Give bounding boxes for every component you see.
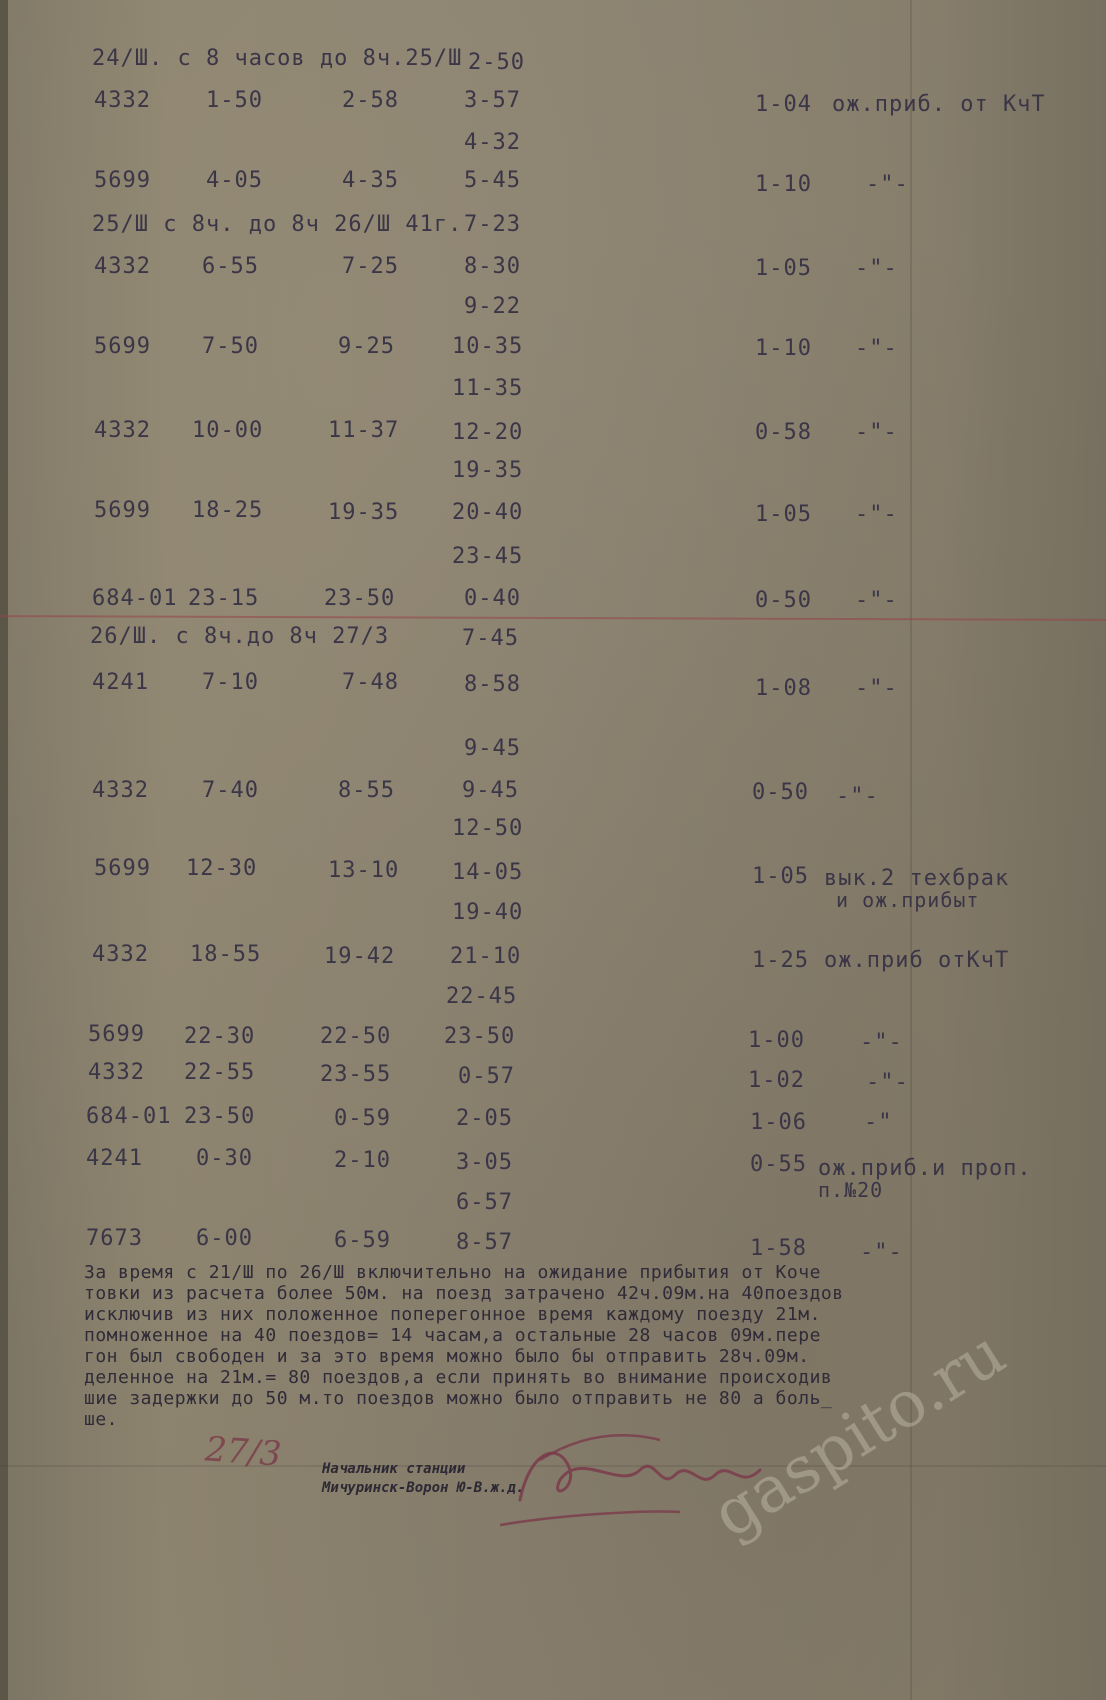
row-wait: 1-02 (748, 1068, 805, 1093)
summary-line: исключив из них положенное поперегонное время каждому поезду 21м. (84, 1304, 821, 1325)
row-time-1: 0-30 (196, 1146, 253, 1171)
row-note: -"- (855, 336, 898, 361)
row-wait: 1-08 (755, 676, 812, 701)
row-wait: 0-55 (750, 1152, 807, 1177)
row-time-3: 20-40 (452, 500, 524, 525)
row-time-1: 12-30 (186, 856, 258, 881)
row-time-3b: 22-45 (446, 984, 518, 1009)
row-time-3b: 11-35 (452, 376, 524, 401)
row-note: -"- (866, 1070, 909, 1095)
row-train: 4332 (88, 1060, 145, 1085)
period-header-3: 26/Ш. с 8ч.до 8ч 27/3 (90, 624, 390, 649)
row-note: вык.2 техбрак (824, 866, 1010, 891)
row-time-2: 19-35 (328, 500, 400, 525)
row-time-3: 8-30 (464, 254, 521, 279)
row-time-1: 23-15 (188, 586, 260, 611)
row-note-continuation: п.№20 (818, 1178, 884, 1202)
row-train: 5699 (94, 334, 151, 359)
row-train: 4332 (92, 942, 149, 967)
row-time-3: 0-57 (458, 1064, 515, 1089)
row-wait: 1-58 (750, 1236, 807, 1261)
row-wait: 1-25 (752, 948, 809, 973)
row-time-1: 22-30 (184, 1024, 256, 1049)
stamp-line-2: Мичуринск-Ворон Ю-В.ж.д. (322, 1480, 525, 1496)
row-train: 7673 (86, 1226, 143, 1251)
row-time-3: 0-40 (464, 586, 521, 611)
row-note: -"- (855, 502, 898, 527)
row-wait: 1-00 (748, 1028, 805, 1053)
row-train: 5699 (94, 856, 151, 881)
row-wait: 1-04 (755, 92, 812, 117)
row-time-2: 8-55 (338, 778, 395, 803)
row-time-2: 13-10 (328, 858, 400, 883)
row-wait: 1-05 (755, 256, 812, 281)
row-time-2: 7-25 (342, 254, 399, 279)
row-wait: 1-05 (752, 864, 809, 889)
summary-line: товки из расчета более 50м. на поезд затрачено 42ч.09м.на 40поездов (84, 1283, 844, 1304)
row-time-3b: 9-22 (464, 294, 521, 319)
row-time-3: 14-05 (452, 860, 524, 885)
summary-line: помноженное на 40 поездов= 14 часам,а остальные 28 часов 09м.пере (84, 1325, 821, 1346)
row-time-3b: 19-35 (452, 458, 524, 483)
row-time-3: 2-05 (456, 1106, 513, 1131)
row-time-3: 23-50 (444, 1024, 516, 1049)
row-wait: 1-10 (755, 172, 812, 197)
row-time-1: 7-50 (202, 334, 259, 359)
row-time-3b: 6-57 (456, 1190, 513, 1215)
row-time-1: 18-55 (190, 942, 262, 967)
row-time-2: 2-10 (334, 1148, 391, 1173)
stamp-line-1: Начальник станции (322, 1461, 466, 1477)
row-time-2: 2-58 (342, 88, 399, 113)
row-time-1: 10-00 (192, 418, 264, 443)
row-note: -"- (855, 588, 898, 613)
row-train: 5699 (94, 168, 151, 193)
row-train: 5699 (88, 1022, 145, 1047)
red-rule-line (0, 615, 1106, 621)
summary-line: гон был свободен и за это время можно было бы отправить 28ч.09м. (84, 1346, 810, 1367)
row-note: -"- (860, 1240, 903, 1265)
row-train: 5699 (94, 498, 151, 523)
row-note: ож.приб. от КчТ (832, 92, 1046, 117)
paper-edge (0, 0, 8, 1700)
summary-line: ше. (84, 1409, 119, 1430)
period-header-2: 25/Ш с 8ч. до 8ч 26/Ш 41г. (92, 212, 463, 237)
row-time-3b: 4-32 (464, 130, 521, 155)
row-time-1: 7-40 (202, 778, 259, 803)
official-stamp (322, 1460, 524, 1498)
row-time-1: 1-50 (206, 88, 263, 113)
row-time-2: 9-25 (338, 334, 395, 359)
row-time-3: 12-20 (452, 420, 524, 445)
row-wait: 1-06 (750, 1110, 807, 1135)
row-time-3: 10-35 (452, 334, 524, 359)
handwritten-date: 27/3 (203, 1429, 283, 1475)
row-time-1: 7-10 (202, 670, 259, 695)
row-time-3: 3-05 (456, 1150, 513, 1175)
row-time-2: 7-48 (342, 670, 399, 695)
row-wait: 0-50 (755, 588, 812, 613)
period-end-time-3: 7-45 (462, 626, 519, 651)
row-wait: 0-50 (752, 780, 809, 805)
row-time-3: 8-57 (456, 1230, 513, 1255)
row-train: 684-01 (86, 1104, 172, 1129)
row-time-1: 6-00 (196, 1226, 253, 1251)
row-wait: 0-58 (755, 420, 812, 445)
row-train: 4332 (94, 418, 151, 443)
row-time-1: 22-55 (184, 1060, 256, 1085)
row-time-1: 6-55 (202, 254, 259, 279)
row-time-3: 8-58 (464, 672, 521, 697)
row-wait: 1-05 (755, 502, 812, 527)
row-time-2: 23-50 (324, 586, 396, 611)
row-note: ож.приб.и проп. (818, 1156, 1032, 1181)
row-time-2: 6-59 (334, 1228, 391, 1253)
row-train: 4332 (94, 254, 151, 279)
row-time-3b: 23-45 (452, 544, 524, 569)
row-time-3b: 19-40 (452, 900, 524, 925)
row-note: -"- (855, 256, 898, 281)
summary-line: шие задержки до 50 м.то поездов можно было отправить не 80 а боль_ (84, 1388, 833, 1409)
row-note: -" (864, 1110, 893, 1135)
row-time-2: 23-55 (320, 1062, 392, 1087)
row-note: -"- (855, 676, 898, 701)
row-note: -"- (860, 1030, 903, 1055)
row-note: -"- (866, 172, 909, 197)
period-end-time-1: 2-50 (468, 50, 525, 75)
row-note: -"- (855, 420, 898, 445)
row-time-2: 19-42 (324, 944, 396, 969)
row-time-2: 22-50 (320, 1024, 392, 1049)
row-time-1: 4-05 (206, 168, 263, 193)
row-time-1: 18-25 (192, 498, 264, 523)
row-time-3: 9-45 (462, 778, 519, 803)
summary-line: деленное на 21м.= 80 поездов,а если принять во внимание происходив (84, 1367, 833, 1388)
row-train: 4332 (92, 778, 149, 803)
row-note-continuation: и ож.прибыт (836, 888, 980, 912)
row-train: 684-01 (92, 586, 178, 611)
row-train: 4241 (92, 670, 149, 695)
row-time-3b: 12-50 (452, 816, 524, 841)
row-time-3b: 9-45 (464, 736, 521, 761)
row-time-1: 23-50 (184, 1104, 256, 1129)
summary-line: За время с 21/Ш по 26/Ш включительно на ожидание прибытия от Коче (84, 1262, 821, 1283)
row-time-2: 0-59 (334, 1106, 391, 1131)
period-end-time-2: 7-23 (464, 212, 521, 237)
row-time-3: 3-57 (464, 88, 521, 113)
watermark: gaspito.ru (700, 1315, 1018, 1553)
row-train: 4241 (86, 1146, 143, 1171)
row-train: 4332 (94, 88, 151, 113)
row-note: ож.приб отКчТ (824, 948, 1010, 973)
row-time-3: 5-45 (464, 168, 521, 193)
period-header-1: 24/Ш. с 8 часов до 8ч.25/Ш (92, 46, 463, 71)
row-wait: 1-10 (755, 336, 812, 361)
row-time-2: 4-35 (342, 168, 399, 193)
row-time-2: 11-37 (328, 418, 400, 443)
row-note: -"- (836, 784, 879, 809)
row-time-3: 21-10 (450, 944, 522, 969)
